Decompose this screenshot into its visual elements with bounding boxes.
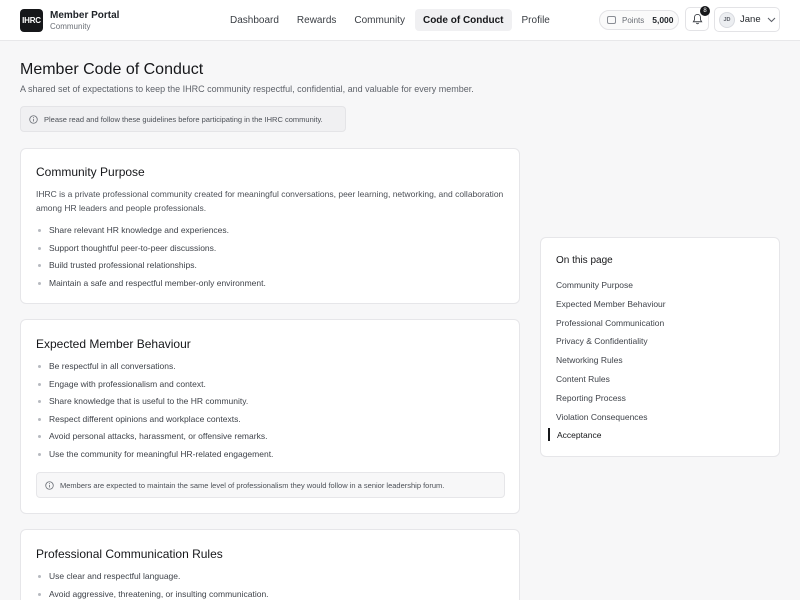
list-item: Avoid aggressive, threatening, or insulting communication.: [38, 589, 269, 600]
behaviour-note: [36, 472, 505, 498]
nav-profile[interactable]: Profile: [521, 14, 550, 26]
notification-count-badge: 8: [700, 6, 710, 16]
note-text: Members are expected to maintain the same level of professionalism they would follow in a senior leadership forum.: [60, 480, 445, 490]
list-item: Use the community for meaningful HR-related engagement.: [38, 449, 273, 467]
user-menu[interactable]: [714, 7, 780, 32]
purpose-list: [38, 225, 266, 295]
list-item: Use clear and respectful language.: [38, 571, 269, 589]
list-item: Build trusted professional relationships.: [38, 260, 266, 278]
info-icon: [45, 481, 54, 490]
toc-link-professional-communication[interactable]: Professional Communication: [556, 317, 665, 328]
points-label: Points: [622, 15, 645, 25]
page-subtitle: A shared set of expectations to keep the IHRC community respectful, confidential, and valuable for every member.: [20, 84, 474, 94]
points-icon: [607, 16, 616, 24]
toc-link-privacy[interactable]: Privacy & Confidentiality: [556, 336, 648, 347]
communication-list: [38, 571, 269, 600]
list-item: Avoid personal attacks, harassment, or offensive remarks.: [38, 431, 273, 449]
toc-link-community-purpose[interactable]: Community Purpose: [556, 280, 634, 290]
section-expected-behaviour: [20, 319, 520, 514]
list-item: Be respectful in all conversations.: [38, 361, 273, 379]
section-community-purpose: [20, 148, 520, 304]
section-professional-communication: [20, 529, 520, 600]
points-value: 5,000: [652, 15, 674, 25]
toc-link-violation-consequences[interactable]: Violation Consequences: [556, 411, 648, 422]
list-item: Support thoughtful peer-to-peer discussions.: [38, 243, 266, 261]
section-title: Expected Member Behaviour: [36, 337, 191, 351]
toc-title: On this page: [556, 255, 613, 266]
brand-title: Member Portal: [50, 10, 120, 21]
nav-dashboard[interactable]: Dashboard: [230, 14, 279, 26]
list-item: Engage with professionalism and context.: [38, 379, 273, 397]
behaviour-list: [38, 361, 273, 466]
nav-rewards[interactable]: Rewards: [296, 14, 337, 26]
list-item: Share knowledge that is useful to the HR community.: [38, 396, 273, 414]
section-title: Professional Communication Rules: [36, 547, 223, 561]
toc-link-acceptance[interactable]: Acceptance: [556, 429, 666, 448]
info-icon: [29, 115, 38, 124]
section-title: Community Purpose: [36, 165, 145, 179]
toc-link-content-rules[interactable]: Content Rules: [556, 373, 610, 384]
section-description: IHRC is a private professional community created for meaningful conversations, peer learning, networking, and collaboration among HR leaders and people professionals.: [36, 189, 504, 213]
brand-subtitle: Community: [50, 22, 91, 31]
notice-text: Please read and follow these guidelines before participating in the IHRC community.: [44, 114, 323, 124]
toc-list: [556, 279, 666, 448]
chevron-down-icon: [767, 17, 776, 23]
toc-link-expected-behaviour[interactable]: Expected Member Behaviour: [556, 298, 666, 309]
top-header: [0, 0, 800, 41]
on-this-page-nav: [540, 237, 780, 457]
nav-code-of-conduct[interactable]: Code of Conduct: [415, 9, 512, 31]
points-pill[interactable]: [599, 10, 679, 30]
toc-link-reporting-process[interactable]: Reporting Process: [556, 392, 626, 403]
guidelines-notice: [20, 106, 346, 132]
user-name: Jane: [740, 14, 761, 25]
nav-community[interactable]: Community: [354, 14, 405, 26]
ihrc-logo[interactable]: IHRC: [20, 9, 43, 32]
list-item: Share relevant HR knowledge and experiences.: [38, 225, 266, 243]
list-item: Maintain a safe and respectful member-only environment.: [38, 278, 266, 296]
avatar: JD: [719, 12, 735, 28]
toc-link-networking-rules[interactable]: Networking Rules: [556, 355, 623, 366]
list-item: Respect different opinions and workplace contexts.: [38, 414, 273, 432]
page-title: Member Code of Conduct: [20, 61, 204, 78]
main-nav: [222, 9, 558, 31]
